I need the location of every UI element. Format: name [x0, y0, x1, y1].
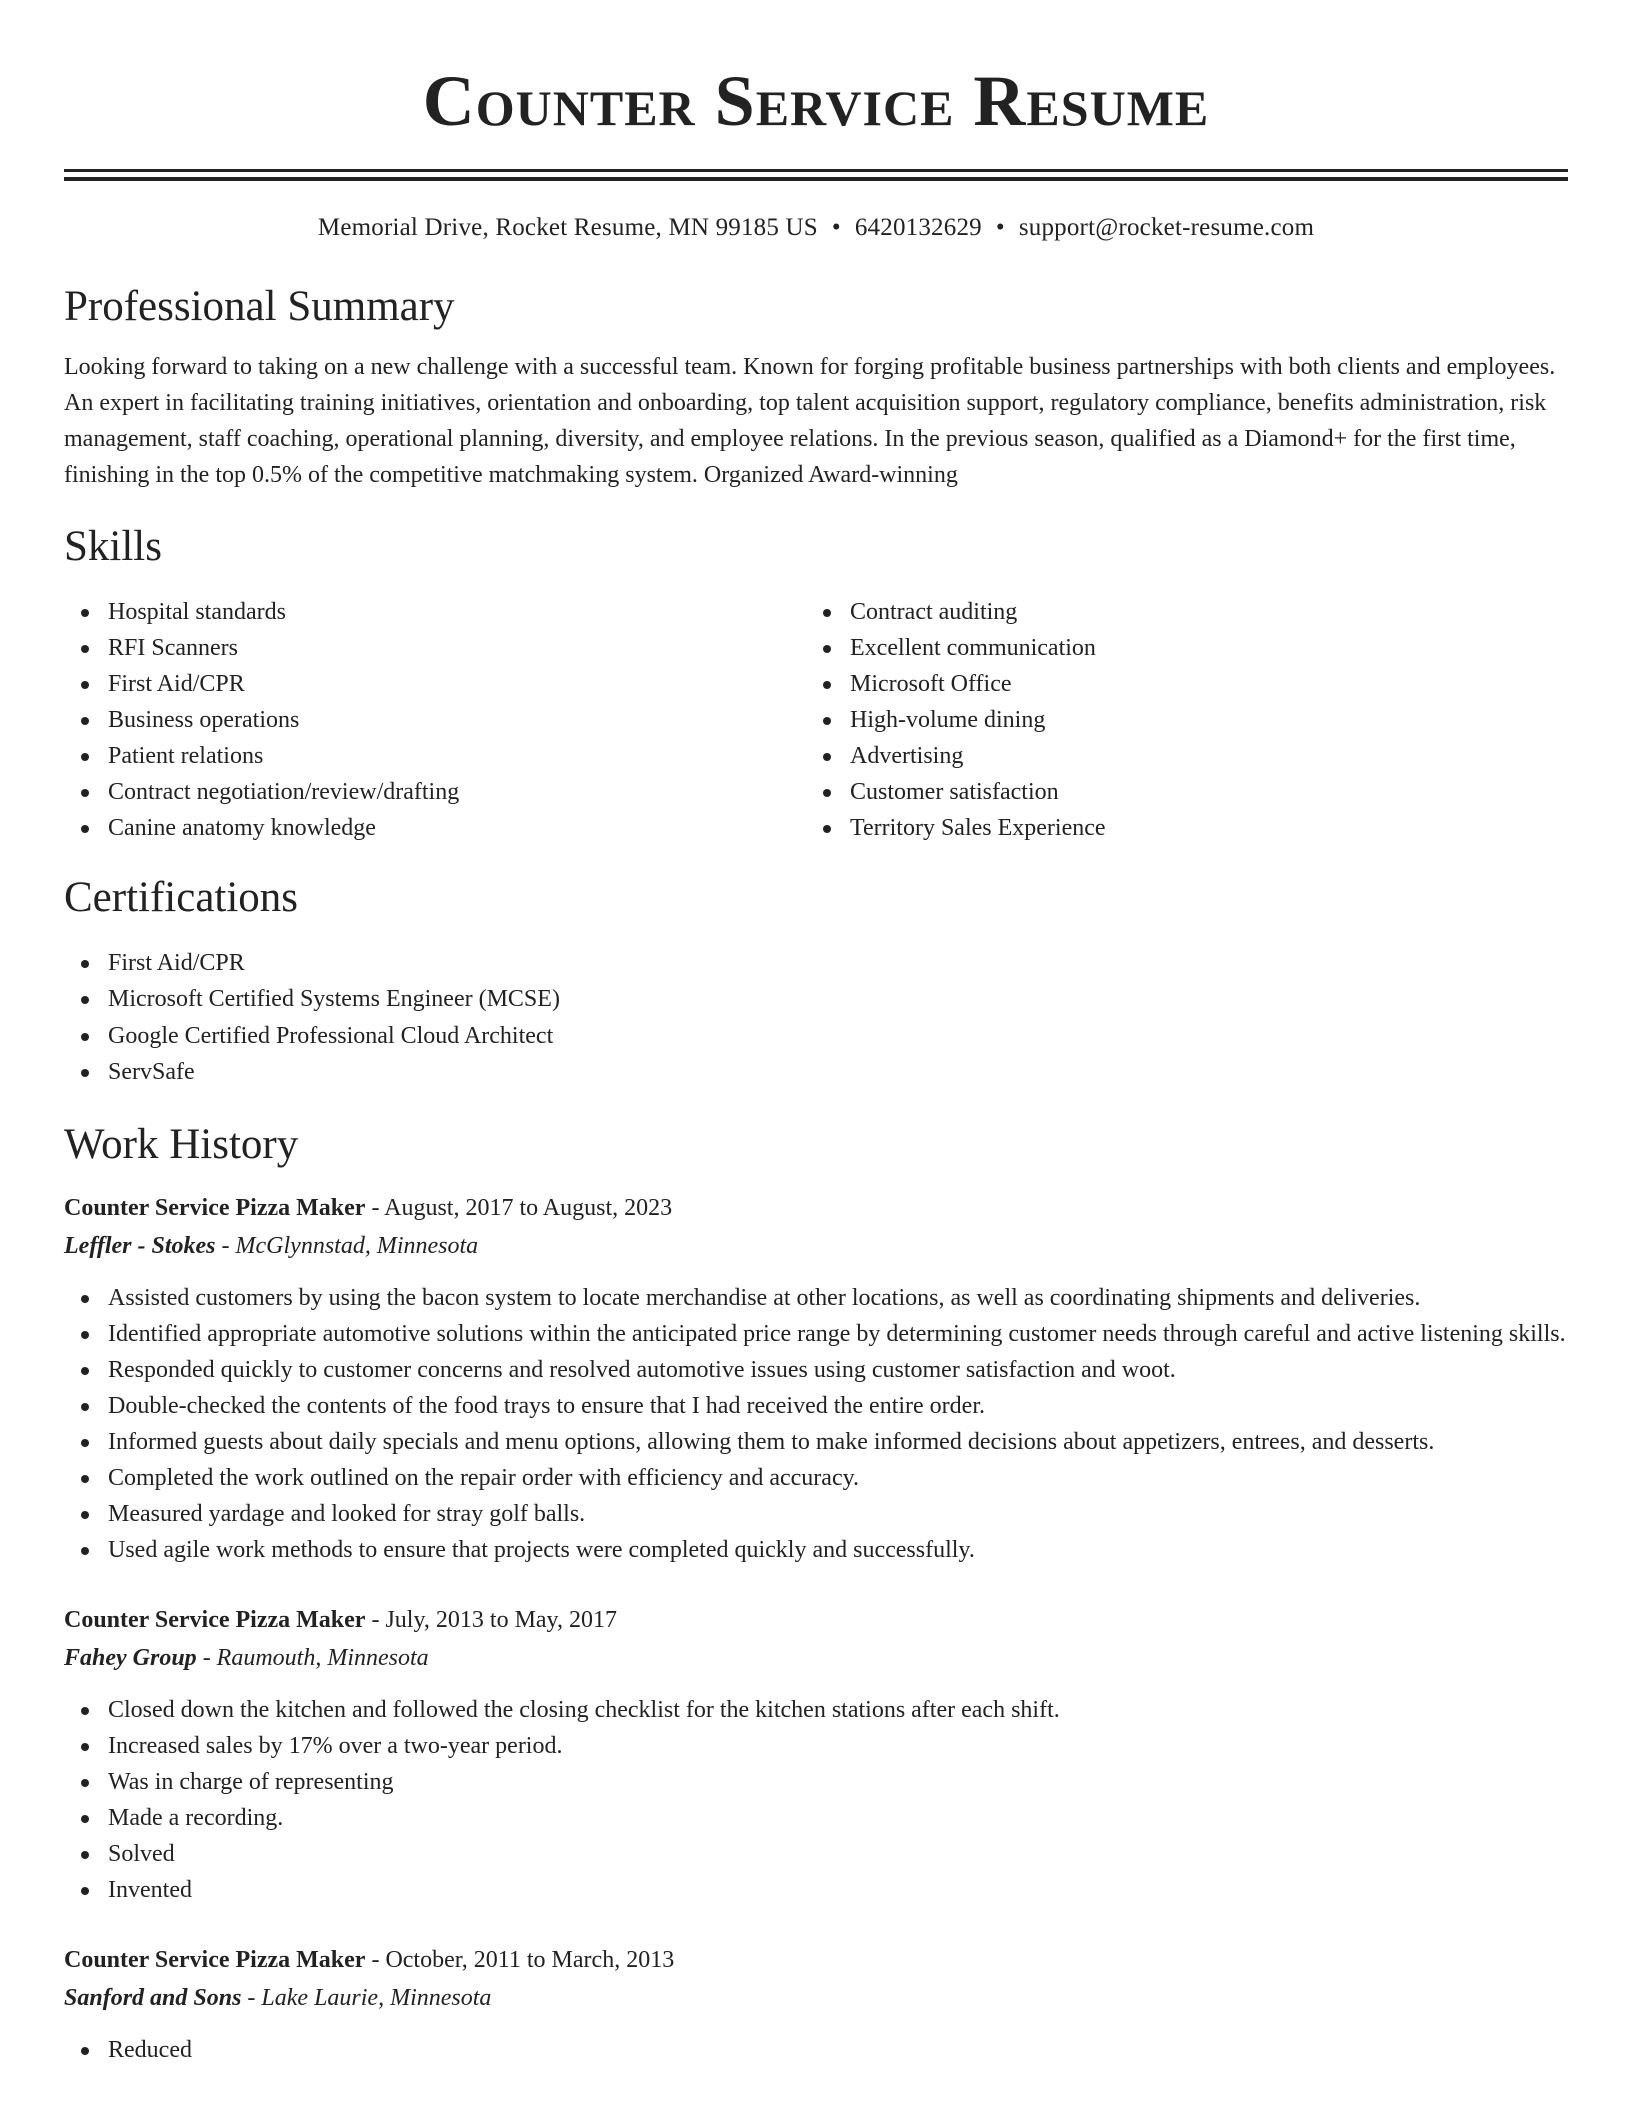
job-title-line	[64, 1190, 1568, 1226]
skills-column-left	[64, 594, 806, 846]
job-duty-item: Invented	[108, 1872, 1568, 1908]
job-duty-item: Reduced	[108, 2032, 1568, 2068]
job-duty-item: Was in charge of representing	[108, 1764, 1568, 1800]
skill-item: First Aid/CPR	[108, 666, 806, 702]
contact-phone: 6420132629	[854, 214, 982, 241]
job-title-line	[64, 1602, 1568, 1638]
job-dates: - August, 2017 to August, 2023	[371, 1195, 673, 1222]
job-role: Counter Service Pizza Maker	[64, 1195, 366, 1222]
job-role: Counter Service Pizza Maker	[64, 1947, 366, 1974]
skill-item: Business operations	[108, 702, 806, 738]
job-title-line	[64, 1942, 1568, 1978]
job-duty-item: Solved	[108, 1836, 1568, 1872]
job-dates: - October, 2011 to March, 2013	[371, 1947, 675, 1974]
skill-item: Hospital standards	[108, 594, 806, 630]
job-company-line	[64, 1638, 1568, 1678]
job-company-line	[64, 1978, 1568, 2018]
skill-item: Microsoft Office	[850, 666, 1548, 702]
job-duty-item: Used agile work methods to ensure that projects were completed quickly and successfully.	[108, 1532, 1568, 1568]
job-company: Sanford and Sons	[64, 1985, 242, 2012]
skills-heading: Skills	[64, 522, 162, 570]
certification-item: Google Certified Professional Cloud Architect	[108, 1018, 1568, 1055]
skills-column-right	[806, 594, 1548, 846]
summary-text: Looking forward to taking on a new challenge with a successful team. Known for forging profitable business partnerships with both clients and employees. An expert in facilitating training initiatives, orientation and onboarding, top talent acquisition support, regulatory compliance, benefits administration, risk management, staff coaching, operational planning, diversity, and employee relations. In the previous season, qualified as a Diamond+ for the first time, finishing in the top 0.5% of the competitive matchmaking system. Organized Award-winning	[64, 353, 1556, 488]
job-duty-item: Made a recording.	[108, 1800, 1568, 1836]
contact-separator: •	[995, 214, 1005, 241]
job-location: - Raumouth, Minnesota	[202, 1645, 429, 1672]
skill-item: RFI Scanners	[108, 630, 806, 666]
contact-line	[64, 213, 1568, 243]
job-duty-item: Responded quickly to customer concerns and resolved automotive issues using customer satisfaction and woot.	[108, 1352, 1568, 1388]
skill-item: Patient relations	[108, 738, 806, 774]
job-duty-item: Measured yardage and looked for stray golf balls.	[108, 1496, 1568, 1532]
job-entry	[64, 1942, 1568, 2068]
work-history-heading: Work History	[64, 1120, 299, 1168]
job-location: - Lake Laurie, Minnesota	[247, 1985, 492, 2012]
job-duties-list	[64, 1692, 1568, 1908]
skill-item: Advertising	[850, 738, 1548, 774]
job-company-line	[64, 1226, 1568, 1266]
job-duty-item: Assisted customers by using the bacon system to locate merchandise at other locations, as well as coordinating shipments and deliveries.	[108, 1280, 1568, 1316]
title-divider	[64, 169, 1568, 181]
job-duty-item: Increased sales by 17% over a two-year period.	[108, 1728, 1568, 1764]
certifications-heading: Certifications	[64, 874, 299, 922]
job-company: Leffler - Stokes	[64, 1233, 216, 1260]
skill-item: Contract auditing	[850, 594, 1548, 630]
job-duty-item: Double-checked the contents of the food trays to ensure that I had received the entire order.	[108, 1388, 1568, 1424]
job-company: Fahey Group	[64, 1645, 197, 1672]
skills-list	[64, 594, 1568, 846]
job-duty-item: Closed down the kitchen and followed the closing checklist for the kitchen stations after each shift.	[108, 1692, 1568, 1728]
job-entry	[64, 1602, 1568, 1908]
job-location: - McGlynnstad, Minnesota	[221, 1233, 479, 1260]
job-role: Counter Service Pizza Maker	[64, 1607, 366, 1634]
skill-item: Excellent communication	[850, 630, 1548, 666]
job-duty-item: Identified appropriate automotive solutions within the anticipated price range by determining customer needs through careful and active listening skills.	[108, 1316, 1568, 1352]
skill-item: Contract negotiation/review/drafting	[108, 774, 806, 810]
skill-item: High-volume dining	[850, 702, 1548, 738]
certification-item: ServSafe	[108, 1054, 1568, 1091]
skill-item: Customer satisfaction	[850, 774, 1548, 810]
skill-item: Territory Sales Experience	[850, 810, 1548, 846]
resume-title: Counter Service Resume	[422, 61, 1210, 141]
certification-item: First Aid/CPR	[108, 945, 1568, 982]
job-duties-list	[64, 2032, 1568, 2068]
skill-item: Canine anatomy knowledge	[108, 810, 806, 846]
contact-email: support@rocket-resume.com	[1018, 214, 1315, 241]
job-entry	[64, 1190, 1568, 1568]
summary-heading: Professional Summary	[64, 283, 455, 330]
certification-item: Microsoft Certified Systems Engineer (MCSE)	[108, 981, 1568, 1018]
job-duties-list	[64, 1280, 1568, 1568]
job-duty-item: Completed the work outlined on the repair order with efficiency and accuracy.	[108, 1460, 1568, 1496]
job-dates: - July, 2013 to May, 2017	[371, 1607, 617, 1634]
contact-address: Memorial Drive, Rocket Resume, MN 99185 US	[317, 214, 818, 241]
certifications-list	[64, 945, 1568, 1091]
job-duty-item: Informed guests about daily specials and menu options, allowing them to make informed decisions about appetizers, entrees, and desserts.	[108, 1424, 1568, 1460]
contact-separator: •	[831, 214, 841, 241]
